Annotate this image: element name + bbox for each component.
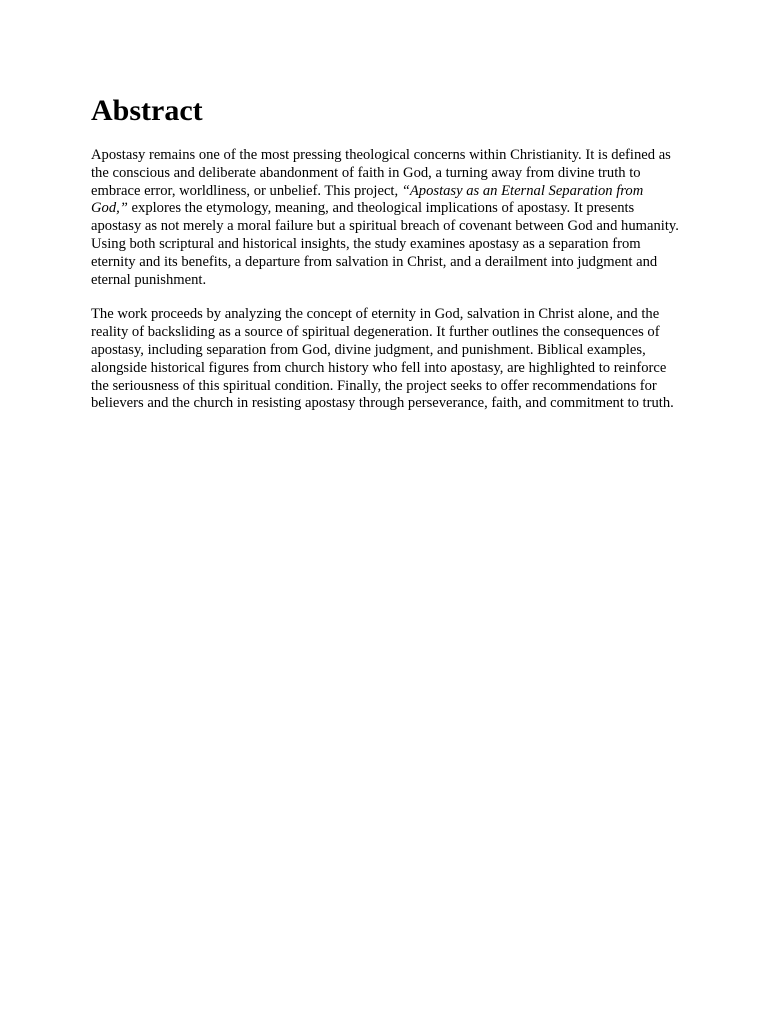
- page-title: Abstract: [91, 94, 203, 127]
- document-page: [91, 92, 681, 430]
- project-title: “Apostasy as an Eternal Separation from God,”: [91, 182, 644, 217]
- abstract-paragraph-1: [91, 147, 681, 289]
- paragraph-1-text-end: explores the etymology, meaning, and theological implications of apostasy. It presents apostasy as not merely a moral failure but a spiritual breach of covenant between God and humanity. Using both scriptural and historical insights, the study examines apostasy as a separation from eternity and its benefits, a departure from salvation in Christ, and a derailment into judgment and eternal punishment.: [91, 200, 679, 288]
- abstract-paragraph-2: The work proceeds by analyzing the concept of eternity in God, salvation in Christ alone, and the reality of backsliding as a source of spiritual degeneration. It further outlines the consequences of apostasy, including separation from God, divine judgment, and punishment. Biblical examples, alongside historical figures from church history who fell into apostasy, are highlighted to reinforce the seriousness of this spiritual condition. Finally, the project seeks to offer recommendations for believers and the church in resisting apostasy through perseverance, faith, and commitment to truth.: [91, 306, 674, 412]
- paragraph-1-text-start: Apostasy remains one of the most pressing theological concerns within Christianity. It is defined as the conscious and deliberate abandonment of faith in God, a turning away from divine truth to embrace error, worldliness, or unbelief. This project,: [91, 147, 671, 199]
